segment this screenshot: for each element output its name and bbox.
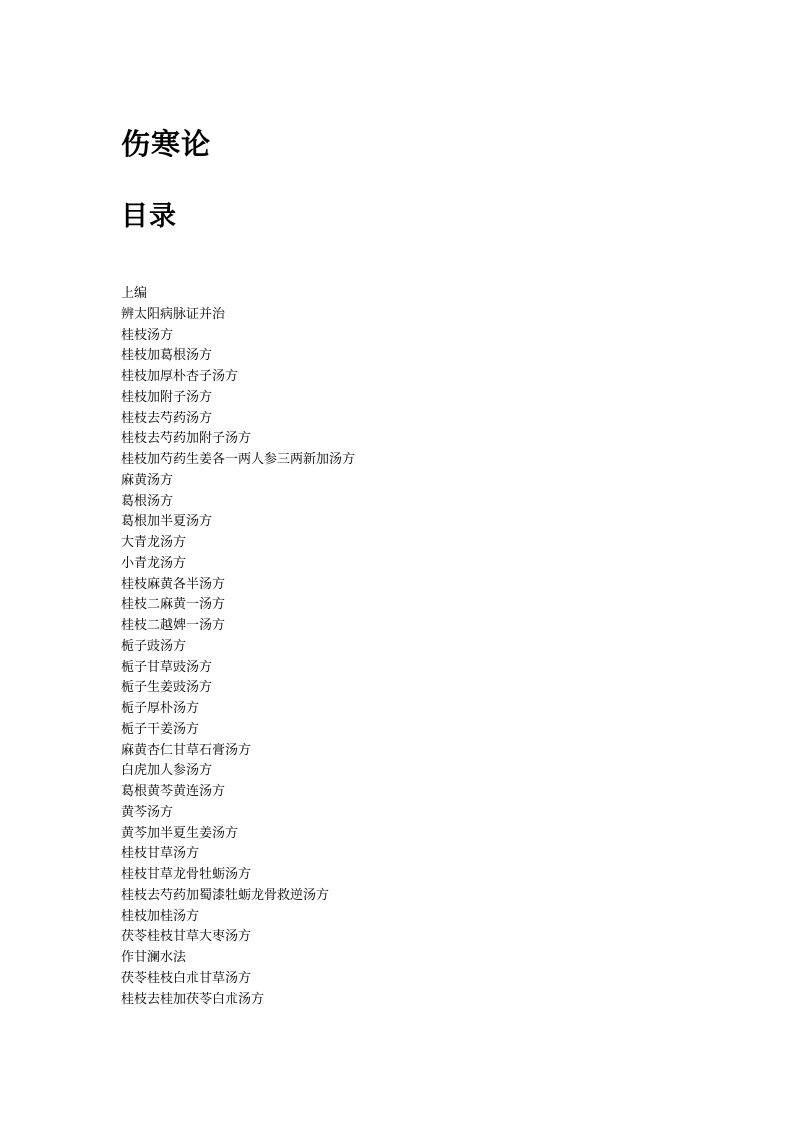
toc-entry[interactable]: 葛根黄芩黄连汤方 <box>121 784 226 799</box>
toc-entry[interactable]: 茯苓桂枝白朮甘草汤方 <box>121 970 252 986</box>
toc-entry[interactable]: 桂枝去芍药汤方 <box>121 410 213 426</box>
toc-entry[interactable]: 作甘澜水法 <box>121 950 187 965</box>
toc-entry[interactable]: 栀子干姜汤方 <box>121 721 200 737</box>
toc-entry[interactable]: 桂枝二麻黄一汤方 <box>121 597 226 613</box>
toc-entry[interactable]: 桂枝加桂汤方 <box>121 908 200 924</box>
toc-entry[interactable]: 桂枝去桂加茯苓白朮汤方 <box>121 991 265 1007</box>
toc-entry[interactable]: 栀子生姜豉汤方 <box>121 680 213 696</box>
toc-entry[interactable]: 黄芩加半夏生姜汤方 <box>121 825 239 841</box>
toc-entry[interactable]: 桂枝加厚朴杏子汤方 <box>121 369 239 384</box>
toc-entry[interactable]: 葛根加半夏汤方 <box>121 514 213 530</box>
toc-entry[interactable]: 栀子豉汤方 <box>121 638 187 654</box>
toc-entry[interactable]: 上编 <box>121 286 148 301</box>
toc-entry[interactable]: 栀子厚朴汤方 <box>121 701 200 716</box>
toc-entry[interactable]: 茯苓桂枝甘草大枣汤方 <box>121 929 252 945</box>
toc-entry[interactable]: 桂枝加芍药生姜各一两人参三两新加汤方 <box>121 452 356 467</box>
toc-entry[interactable]: 白虎加人参汤方 <box>121 763 213 779</box>
toc-entry[interactable]: 桂枝加葛根汤方 <box>121 348 213 364</box>
toc-entry[interactable]: 桂枝麻黄各半汤方 <box>121 576 226 592</box>
toc-heading: 目录 <box>121 201 177 232</box>
toc-entry[interactable]: 桂枝去芍药加附子汤方 <box>121 431 252 447</box>
toc-entry[interactable]: 桂枝汤方 <box>121 327 174 343</box>
toc-entry[interactable]: 麻黄杏仁甘草石膏汤方 <box>121 742 252 758</box>
toc-entry[interactable]: 桂枝甘草龙骨牡蛎汤方 <box>121 867 252 882</box>
toc-entry[interactable]: 小青龙汤方 <box>121 555 187 571</box>
toc-entry[interactable]: 桂枝甘草汤方 <box>121 846 200 862</box>
toc-entry[interactable]: 栀子甘草豉汤方 <box>121 659 213 675</box>
toc-entry[interactable]: 葛根汤方 <box>121 493 174 509</box>
toc-entry[interactable]: 黄芩汤方 <box>121 804 174 820</box>
toc-entry[interactable]: 麻黄汤方 <box>121 472 174 488</box>
toc-entry[interactable]: 辨太阳病脉证并治 <box>121 306 226 322</box>
document-title: 伤寒论 <box>121 127 212 161</box>
toc-entry[interactable]: 大青龙汤方 <box>121 535 187 550</box>
toc-entry[interactable]: 桂枝二越婢一汤方 <box>121 618 226 633</box>
table-of-contents <box>121 284 355 1010</box>
toc-entry[interactable]: 桂枝加附子汤方 <box>121 389 213 405</box>
toc-entry[interactable]: 桂枝去芍药加蜀漆牡蛎龙骨救逆汤方 <box>121 887 330 903</box>
